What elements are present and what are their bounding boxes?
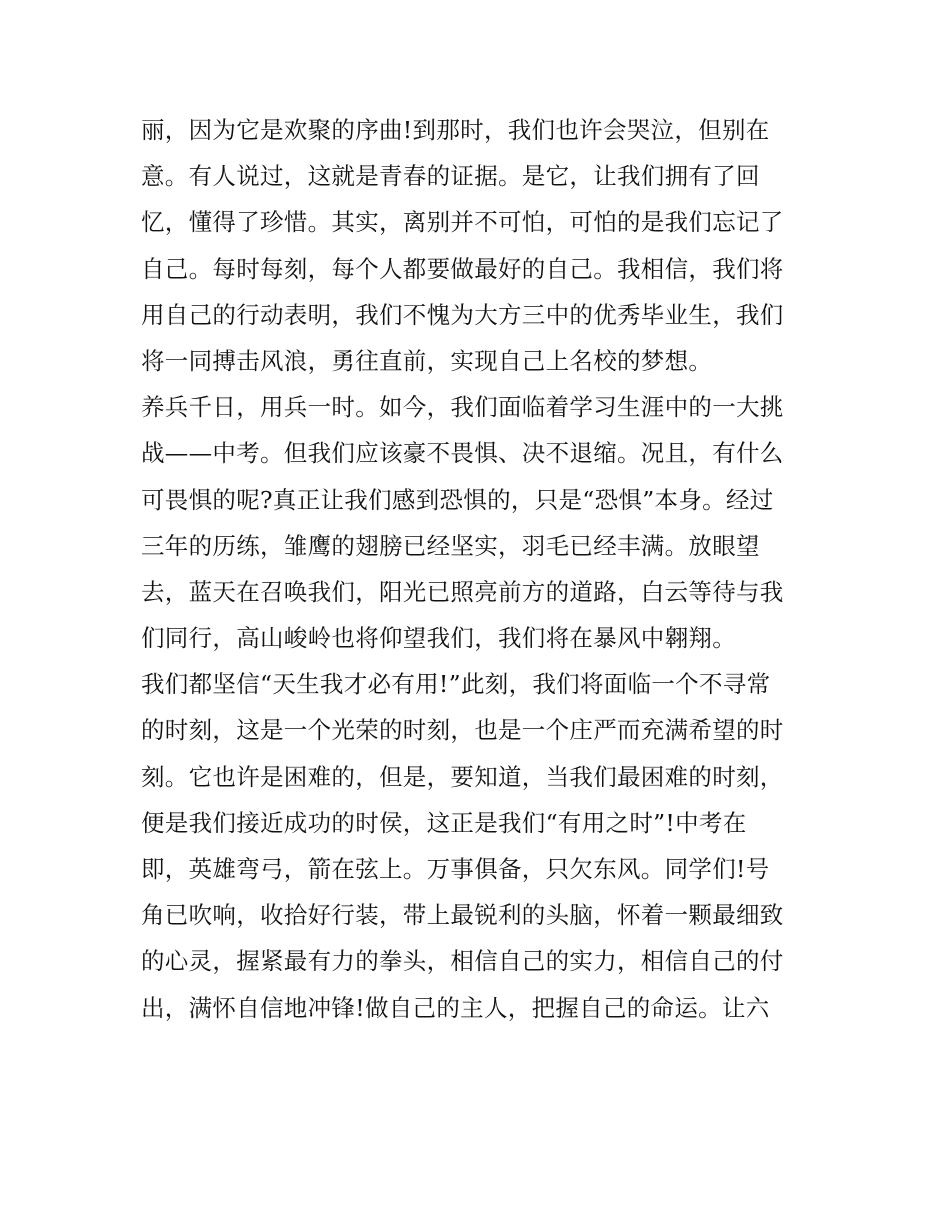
text-line: 丽，因为它是欢聚的序曲!到那时，我们也许会哭泣，但别在 (141, 116, 770, 144)
text-line: 战——中考。但我们应该豪不畏惧、决不退缩。况且，有什么 (141, 439, 784, 468)
text-line: 用自己的行动表明，我们不愧为大方三中的优秀毕业生，我们 (141, 300, 784, 329)
text-line: 忆，懂得了珍惜。其实，离别并不可怕，可怕的是我们忘记了 (141, 208, 784, 237)
text-line: 三年的历练，雏鹰的翅膀已经坚实，羽毛已经丰满。放眼望 (141, 531, 760, 560)
text-line: 即，英雄弯弓，箭在弦上。万事俱备，只欠东风。同学们!号 (141, 855, 770, 883)
text-line: 我们都坚信“天生我才必有用!”此刻，我们将面临一个不寻常 (141, 670, 771, 699)
text-line: 意。有人说过，这就是青春的证据。是它，让我们拥有了回 (141, 162, 760, 191)
text-line: 出，满怀自信地冲锋!做自己的主人，把握自己的命运。让六 (141, 993, 770, 1022)
text-line: 刻。它也许是困难的，但是，要知道，当我们最困难的时刻， (141, 762, 784, 791)
text-line: 去，蓝天在召唤我们，阳光已照亮前方的道路，白云等待与我 (141, 577, 784, 606)
body-text (141, 107, 821, 1031)
text-line: 养兵千日，用兵一时。如今，我们面临着学习生涯中的一大挑 (141, 393, 784, 422)
text-line: 自己。每时每刻，每个人都要做最好的自己。我相信，我们将 (141, 254, 784, 283)
text-line: 角已吹响，收拾好行装，带上最锐利的头脑，怀着一颗最细致 (141, 901, 784, 930)
text-line: 将一同搏击风浪，勇往直前，实现自己上名校的梦想。 (141, 346, 713, 375)
text-line: 便是我们接近成功的时侯，这正是我们“有用之时”!中考在 (141, 808, 747, 837)
text-line: 的心灵，握紧最有力的拳头，相信自己的实力，相信自己的付 (141, 947, 784, 976)
text-line: 的时刻，这是一个光荣的时刻，也是一个庄严而充满希望的时 (141, 716, 784, 745)
text-line: 可畏惧的呢?真正让我们感到恐惧的，只是“恐惧”本身。经过 (141, 485, 774, 514)
text-line: 们同行，高山峻岭也将仰望我们，我们将在暴风中翱翔。 (141, 624, 736, 653)
